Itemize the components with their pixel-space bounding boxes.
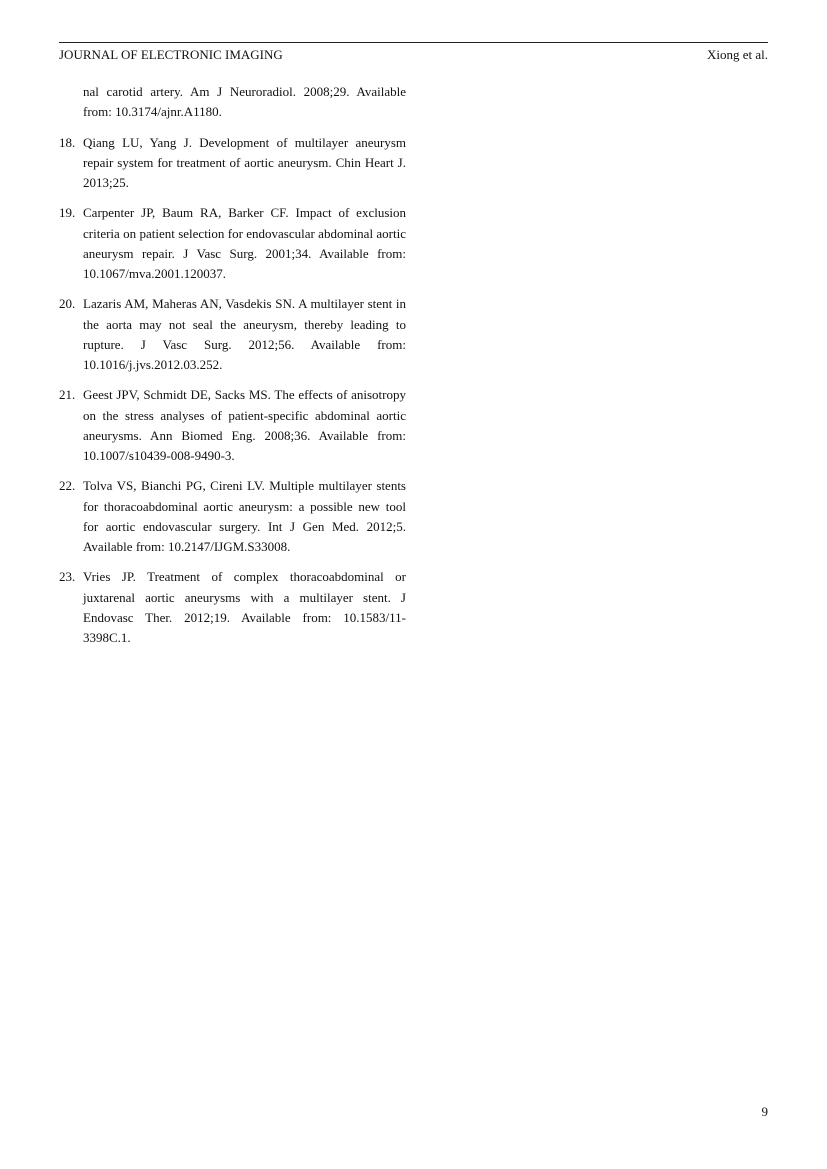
reference-item — [59, 385, 406, 466]
reference-text: Vries JP. Treatment of complex thoracoabdominal or juxtarenal aortic aneurysms with a multilayer stent. J Endovasc Ther. 2012;19. Available from: 10.1583/11-3398C.1. — [83, 569, 406, 645]
reference-continuation — [59, 82, 406, 122]
header-rule — [59, 42, 768, 43]
reference-number: 21. — [59, 387, 76, 403]
running-header — [59, 44, 768, 66]
running-authors: Xiong et al. — [706, 47, 768, 62]
reference-item — [59, 133, 406, 194]
reference-number: 18. — [59, 134, 76, 150]
reference-number: 20. — [59, 296, 76, 312]
reference-list — [59, 82, 406, 658]
reference-item — [59, 476, 406, 557]
reference-text: Lazaris AM, Maheras AN, Vasdekis SN. A multilayer stent in the aorta may not seal the aneurysm, thereby leading to rupture. J Vasc Surg. 2012;56. Available from: 10.1016/j.jvs.2012.03.252. — [83, 296, 406, 372]
reference-text: Qiang LU, Yang J. Development of multilayer aneurysm repair system for treatment of aortic aneurysm. Chin Heart J. 2013;25. — [83, 134, 406, 190]
reference-number: 23. — [59, 569, 76, 585]
reference-text: Tolva VS, Bianchi PG, Cireni LV. Multiple multilayer stents for thoracoabdominal aortic aneurysm: a possible new tool for aortic endovascular surgery. Int J Gen Med. 2012;5. Available from: 10.2147/IJGM.S33008. — [83, 478, 406, 554]
reference-item — [59, 294, 406, 375]
reference-item — [59, 567, 406, 648]
page-number: 9 — [761, 1104, 768, 1119]
reference-item — [59, 203, 406, 284]
reference-text: Carpenter JP, Baum RA, Barker CF. Impact of exclusion criteria on patient selection for endovascular abdominal aortic aneurysm repair. J Vasc Surg. 2001;34. Available from: 10.1067/mva.2001.120037. — [83, 205, 406, 281]
reference-number: 19. — [59, 205, 76, 221]
journal-title: JOURNAL OF ELECTRONIC IMAGING — [59, 47, 283, 62]
reference-text: nal carotid artery. Am J Neuroradiol. 2008;29. Available from: 10.3174/ajnr.A1180. — [83, 84, 406, 120]
reference-text: Geest JPV, Schmidt DE, Sacks MS. The effects of anisotropy on the stress analyses of patient-specific abdominal aortic aneurysms. Ann Biomed Eng. 2008;36. Available from: 10.1007/s10439-008-9490-3. — [83, 387, 406, 463]
reference-number: 22. — [59, 478, 76, 494]
reference-number — [59, 82, 83, 122]
